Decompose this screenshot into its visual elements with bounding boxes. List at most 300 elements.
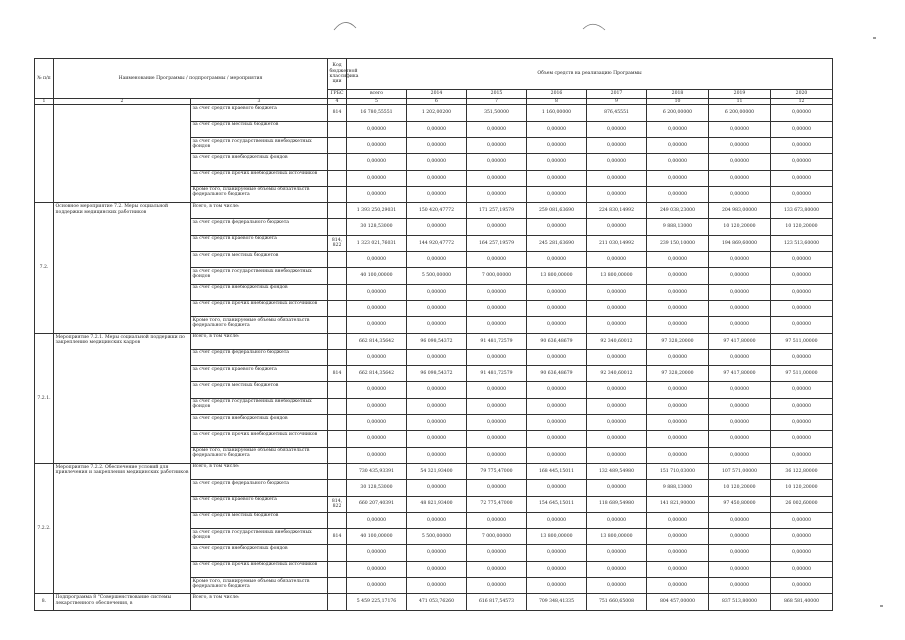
amount-cell: 245 281,63690 xyxy=(527,235,587,251)
amount-cell: 0,00000 xyxy=(467,252,527,268)
funding-source: Всего, в том числе: xyxy=(191,203,328,219)
amount-cell: 144 920,47772 xyxy=(407,235,467,251)
amount-cell: 90 636,48679 xyxy=(527,333,587,349)
grbs-code xyxy=(328,138,347,154)
amount-cell: 0,00000 xyxy=(771,512,833,528)
amount-cell: 0,00000 xyxy=(407,284,467,300)
amount-cell: 0,00000 xyxy=(587,578,647,594)
amount-cell: 0,00000 xyxy=(407,300,467,316)
amount-cell: 92 340,60012 xyxy=(587,333,647,349)
grbs-code: 814, 822 xyxy=(328,235,347,251)
amount-cell: 168 445,15011 xyxy=(527,463,587,479)
grbs-code xyxy=(328,431,347,447)
amount-cell: 0,00000 xyxy=(647,382,709,398)
amount-cell: 0,00000 xyxy=(467,447,527,463)
amount-cell: 0,00000 xyxy=(527,300,587,316)
amount-cell: 123 513,60000 xyxy=(771,235,833,251)
amount-cell: 0,00000 xyxy=(587,349,647,365)
amount-cell: 0,00000 xyxy=(347,121,407,137)
amount-cell: 0,00000 xyxy=(347,578,407,594)
col-index: 12 xyxy=(771,99,833,105)
grbs-code xyxy=(328,398,347,414)
amount-cell: 0,00000 xyxy=(647,170,709,186)
scan-dot xyxy=(873,37,876,39)
amount-cell: 0,00000 xyxy=(709,447,771,463)
funding-source: за счет средств внебюджетных фондов xyxy=(191,545,328,561)
funding-source: за счет средств прочих внебюджетных источников xyxy=(191,431,328,447)
grbs-code xyxy=(328,561,347,577)
amount-cell: 0,00000 xyxy=(347,284,407,300)
amount-cell: 0,00000 xyxy=(647,284,709,300)
amount-cell: 0,00000 xyxy=(467,154,527,170)
amount-cell: 239 150,10000 xyxy=(647,235,709,251)
col-index: 6 xyxy=(407,99,467,105)
amount-cell: 96 098,54372 xyxy=(407,333,467,349)
amount-cell: 0,00000 xyxy=(709,578,771,594)
amount-cell: 224 830,14992 xyxy=(587,203,647,219)
amount-cell: 0,00000 xyxy=(467,382,527,398)
table-row xyxy=(35,594,833,610)
row-number: 7.2. xyxy=(35,203,54,333)
amount-cell: 107 571,00000 xyxy=(709,463,771,479)
header-year: всего xyxy=(347,90,407,99)
col-index: 8 xyxy=(527,99,587,105)
amount-cell: 0,00000 xyxy=(647,431,709,447)
amount-cell: 0,00000 xyxy=(407,431,467,447)
header-year: 2016 xyxy=(527,90,587,99)
amount-cell: 97 328,20000 xyxy=(647,333,709,349)
grbs-code xyxy=(328,382,347,398)
table-row xyxy=(35,333,833,349)
table-row xyxy=(35,105,833,121)
amount-cell: 0,00000 xyxy=(587,138,647,154)
amount-cell: 0,00000 xyxy=(771,545,833,561)
amount-cell: 0,00000 xyxy=(587,154,647,170)
header-classification: Код бюджетной классифика ции xyxy=(328,59,347,90)
funding-source: за счет средств внебюджетных фондов xyxy=(191,154,328,170)
row-name xyxy=(54,105,191,203)
funding-source: за счет средств внебюджетных фондов xyxy=(191,284,328,300)
amount-cell: 96 098,54372 xyxy=(407,366,467,382)
amount-cell: 0,00000 xyxy=(771,561,833,577)
funding-source: за счет средств государственных внебюджетных фондов xyxy=(191,138,328,154)
funding-source: за счет средств местных бюджетов xyxy=(191,512,328,528)
amount-cell: 0,00000 xyxy=(407,186,467,202)
row-name: Основное мероприятие 7.2. Меры социальной поддержки медицинских работников xyxy=(54,203,191,333)
funding-source: за счет средств государственных внебюджетных фондов xyxy=(191,398,328,414)
amount-cell: 0,00000 xyxy=(467,138,527,154)
amount-cell: 0,00000 xyxy=(647,317,709,333)
col-index: 10 xyxy=(647,99,709,105)
amount-cell: 0,00000 xyxy=(587,186,647,202)
amount-cell: 0,00000 xyxy=(647,398,709,414)
amount-cell: 118 689,54980 xyxy=(587,496,647,512)
grbs-code xyxy=(328,317,347,333)
col-index: 11 xyxy=(709,99,771,105)
amount-cell: 97 511,00000 xyxy=(771,366,833,382)
amount-cell: 132 489,54980 xyxy=(587,463,647,479)
amount-cell: 0,00000 xyxy=(709,252,771,268)
amount-cell: 151 710,03000 xyxy=(647,463,709,479)
amount-cell: 804 457,00000 xyxy=(647,594,709,610)
amount-cell: 0,00000 xyxy=(709,349,771,365)
scan-mark-right xyxy=(581,18,607,32)
grbs-code xyxy=(328,154,347,170)
amount-cell: 1 202,00200 xyxy=(407,105,467,121)
amount-cell: 30 128,53000 xyxy=(347,480,407,496)
scan-dot xyxy=(880,605,883,607)
amount-cell: 40 100,00000 xyxy=(347,529,407,545)
grbs-code xyxy=(328,578,347,594)
amount-cell: 0,00000 xyxy=(709,561,771,577)
amount-cell: 0,00000 xyxy=(467,121,527,137)
amount-cell: 0,00000 xyxy=(709,284,771,300)
grbs-code: 814, 822 xyxy=(328,496,347,512)
amount-cell: 0,00000 xyxy=(771,431,833,447)
header-grbs: ГРБС xyxy=(328,90,347,99)
amount-cell: 0,00000 xyxy=(347,512,407,528)
amount-cell: 0,00000 xyxy=(709,545,771,561)
amount-cell: 0,00000 xyxy=(407,578,467,594)
amount-cell: 0,00000 xyxy=(467,578,527,594)
amount-cell: 0,00000 xyxy=(407,170,467,186)
col-index: 9 xyxy=(587,99,647,105)
amount-cell: 48 821,93400 xyxy=(407,496,467,512)
amount-cell: 13 800,00000 xyxy=(527,529,587,545)
amount-cell: 0,00000 xyxy=(709,300,771,316)
amount-cell: 0,00000 xyxy=(527,170,587,186)
col-index: 7 xyxy=(467,99,527,105)
amount-cell: 0,00000 xyxy=(587,415,647,431)
amount-cell: 0,00000 xyxy=(587,561,647,577)
amount-cell: 0,00000 xyxy=(407,398,467,414)
amount-cell: 0,00000 xyxy=(587,398,647,414)
grbs-code xyxy=(328,186,347,202)
amount-cell: 0,00000 xyxy=(647,138,709,154)
amount-cell: 7 000,00000 xyxy=(467,268,527,284)
amount-cell: 0,00000 xyxy=(407,415,467,431)
amount-cell: 0,00000 xyxy=(467,545,527,561)
row-name: Мероприятие 7.2.2. Обеспечение условий для привлечения и закрепления медицинских работников xyxy=(54,463,191,593)
col-index: 3 xyxy=(191,99,328,105)
amount-cell: 0,00000 xyxy=(467,398,527,414)
amount-cell: 0,00000 xyxy=(709,382,771,398)
amount-cell: 471 053,76260 xyxy=(407,594,467,610)
amount-cell: 0,00000 xyxy=(647,268,709,284)
amount-cell: 40 100,00000 xyxy=(347,268,407,284)
grbs-code xyxy=(328,121,347,137)
col-index: 1 xyxy=(35,99,54,105)
amount-cell: 0,00000 xyxy=(347,431,407,447)
amount-cell: 204 983,00000 xyxy=(709,203,771,219)
amount-cell: 0,00000 xyxy=(527,545,587,561)
amount-cell: 0,00000 xyxy=(771,138,833,154)
amount-cell: 91 481,72579 xyxy=(467,366,527,382)
amount-cell: 0,00000 xyxy=(527,512,587,528)
amount-cell: 1 160,00000 xyxy=(527,105,587,121)
grbs-code xyxy=(328,203,347,219)
amount-cell: 0,00000 xyxy=(771,154,833,170)
funding-source: за счет средств прочих внебюджетных источников xyxy=(191,561,328,577)
amount-cell: 0,00000 xyxy=(467,512,527,528)
amount-cell: 92 340,60012 xyxy=(587,366,647,382)
col-index: 4 xyxy=(328,99,347,105)
amount-cell: 0,00000 xyxy=(407,349,467,365)
amount-cell: 0,00000 xyxy=(527,431,587,447)
amount-cell: 0,00000 xyxy=(347,154,407,170)
amount-cell: 0,00000 xyxy=(347,186,407,202)
program-budget-table xyxy=(34,58,833,611)
amount-cell: 876,45551 xyxy=(587,105,647,121)
amount-cell: 0,00000 xyxy=(647,561,709,577)
amount-cell: 0,00000 xyxy=(407,219,467,235)
amount-cell: 0,00000 xyxy=(467,415,527,431)
amount-cell: 5 459 225,17176 xyxy=(347,594,407,610)
amount-cell: 0,00000 xyxy=(771,170,833,186)
grbs-code xyxy=(328,480,347,496)
amount-cell: 0,00000 xyxy=(709,121,771,137)
amount-cell: 0,00000 xyxy=(407,447,467,463)
amount-cell: 0,00000 xyxy=(647,447,709,463)
amount-cell: 259 081,63690 xyxy=(527,203,587,219)
amount-cell: 10 120,20000 xyxy=(771,480,833,496)
grbs-code xyxy=(328,284,347,300)
amount-cell: 0,00000 xyxy=(347,138,407,154)
funding-source: Всего, в том числе: xyxy=(191,463,328,479)
amount-cell: 0,00000 xyxy=(587,480,647,496)
amount-cell: 0,00000 xyxy=(709,154,771,170)
amount-cell: 194 869,60000 xyxy=(709,235,771,251)
amount-cell: 0,00000 xyxy=(347,349,407,365)
amount-cell: 0,00000 xyxy=(527,284,587,300)
amount-cell: 0,00000 xyxy=(347,415,407,431)
amount-cell: 0,00000 xyxy=(709,170,771,186)
row-number: 7.2.1. xyxy=(35,333,54,463)
amount-cell: 0,00000 xyxy=(407,480,467,496)
amount-cell: 0,00000 xyxy=(771,121,833,137)
table-row xyxy=(35,203,833,219)
amount-cell: 0,00000 xyxy=(407,154,467,170)
funding-source: за счет средств государственных внебюджетных фондов xyxy=(191,268,328,284)
amount-cell: 26 002,60000 xyxy=(771,496,833,512)
amount-cell: 249 038,23000 xyxy=(647,203,709,219)
amount-cell: 0,00000 xyxy=(647,512,709,528)
grbs-code xyxy=(328,594,347,610)
amount-cell: 9 888,13000 xyxy=(647,219,709,235)
grbs-code: 814 xyxy=(328,366,347,382)
amount-cell: 0,00000 xyxy=(771,300,833,316)
amount-cell: 97 511,00000 xyxy=(771,333,833,349)
header-volume: Объем средств на реализацию Программы xyxy=(347,59,833,90)
amount-cell: 0,00000 xyxy=(709,138,771,154)
amount-cell: 0,00000 xyxy=(587,300,647,316)
amount-cell: 0,00000 xyxy=(771,398,833,414)
amount-cell: 0,00000 xyxy=(709,431,771,447)
amount-cell: 0,00000 xyxy=(407,138,467,154)
header-year: 2020 xyxy=(771,90,833,99)
amount-cell: 616 817,54573 xyxy=(467,594,527,610)
row-name: Подпрограмма 8 "Совершенствование системы лекарственного обеспечения, в xyxy=(54,594,191,610)
amount-cell: 72 775,47000 xyxy=(467,496,527,512)
amount-cell: 0,00000 xyxy=(527,447,587,463)
amount-cell: 10 120,20000 xyxy=(709,480,771,496)
amount-cell: 30 128,53000 xyxy=(347,219,407,235)
amount-cell: 0,00000 xyxy=(527,219,587,235)
amount-cell: 0,00000 xyxy=(587,317,647,333)
funding-source: Кроме того, планируемые объемы обязательств федерального бюджета xyxy=(191,186,328,202)
amount-cell: 0,00000 xyxy=(527,317,587,333)
grbs-code xyxy=(328,349,347,365)
amount-cell: 0,00000 xyxy=(771,382,833,398)
amount-cell: 6 200,00000 xyxy=(709,105,771,121)
amount-cell: 868 581,40000 xyxy=(771,594,833,610)
amount-cell: 0,00000 xyxy=(771,252,833,268)
amount-cell: 0,00000 xyxy=(587,545,647,561)
amount-cell: 0,00000 xyxy=(647,121,709,137)
amount-cell: 0,00000 xyxy=(347,561,407,577)
amount-cell: 0,00000 xyxy=(527,415,587,431)
amount-cell: 662 814,35642 xyxy=(347,333,407,349)
grbs-code xyxy=(328,268,347,284)
header-year: 2014 xyxy=(407,90,467,99)
amount-cell: 0,00000 xyxy=(647,529,709,545)
amount-cell: 0,00000 xyxy=(647,154,709,170)
amount-cell: 0,00000 xyxy=(467,284,527,300)
funding-source: за счет средств прочих внебюджетных источников xyxy=(191,300,328,316)
header-name: Наименование Программы / подпрограммы / мероприятия xyxy=(54,59,328,99)
header-year: 2019 xyxy=(709,90,771,99)
scan-mark-left xyxy=(332,18,358,32)
amount-cell: 0,00000 xyxy=(347,398,407,414)
amount-cell: 211 030,14992 xyxy=(587,235,647,251)
amount-cell: 141 821,90000 xyxy=(647,496,709,512)
amount-cell: 709 348,41335 xyxy=(527,594,587,610)
amount-cell: 660 207,40391 xyxy=(347,496,407,512)
amount-cell: 0,00000 xyxy=(587,121,647,137)
funding-source: за счет средств федерального бюджета xyxy=(191,219,328,235)
amount-cell: 10 120,20000 xyxy=(771,219,833,235)
amount-cell: 36 122,80000 xyxy=(771,463,833,479)
amount-cell: 0,00000 xyxy=(347,545,407,561)
amount-cell: 164 257,19579 xyxy=(467,235,527,251)
amount-cell: 90 636,48679 xyxy=(527,366,587,382)
amount-cell: 0,00000 xyxy=(407,121,467,137)
amount-cell: 0,00000 xyxy=(771,447,833,463)
amount-cell: 16 780,55551 xyxy=(347,105,407,121)
funding-source: за счет средств краевого бюджета xyxy=(191,496,328,512)
amount-cell: 0,00000 xyxy=(407,512,467,528)
amount-cell: 1 393 250,29031 xyxy=(347,203,407,219)
amount-cell: 97 417,80000 xyxy=(709,333,771,349)
amount-cell: 662 814,35642 xyxy=(347,366,407,382)
header-no: № п/п xyxy=(35,59,54,99)
amount-cell: 13 800,00000 xyxy=(587,268,647,284)
amount-cell: 0,00000 xyxy=(647,578,709,594)
amount-cell: 54 321,93400 xyxy=(407,463,467,479)
amount-cell: 0,00000 xyxy=(771,349,833,365)
funding-source: за счет средств местных бюджетов xyxy=(191,252,328,268)
amount-cell: 0,00000 xyxy=(467,431,527,447)
row-name: Мероприятие 7.2.1. Меры социальной поддержки по закреплению медицинских кадров xyxy=(54,333,191,463)
amount-cell: 0,00000 xyxy=(771,415,833,431)
amount-cell: 0,00000 xyxy=(467,219,527,235)
row-number: 7.2.2. xyxy=(35,463,54,593)
header-year: 2018 xyxy=(647,90,709,99)
amount-cell: 150 420,47772 xyxy=(407,203,467,219)
amount-cell: 0,00000 xyxy=(347,447,407,463)
amount-cell: 0,00000 xyxy=(647,186,709,202)
header-year: 2017 xyxy=(587,90,647,99)
amount-cell: 0,00000 xyxy=(587,447,647,463)
grbs-code xyxy=(328,252,347,268)
amount-cell: 351,50000 xyxy=(467,105,527,121)
grbs-code xyxy=(328,545,347,561)
amount-cell: 0,00000 xyxy=(467,186,527,202)
amount-cell: 154 645,15011 xyxy=(527,496,587,512)
amount-cell: 1 323 021,76031 xyxy=(347,235,407,251)
funding-source: за счет средств краевого бюджета xyxy=(191,235,328,251)
funding-source: Кроме того, планируемые объемы обязательств федерального бюджета xyxy=(191,317,328,333)
amount-cell: 0,00000 xyxy=(587,170,647,186)
amount-cell: 97 328,20000 xyxy=(647,366,709,382)
amount-cell: 0,00000 xyxy=(647,415,709,431)
amount-cell: 0,00000 xyxy=(527,382,587,398)
amount-cell: 0,00000 xyxy=(709,317,771,333)
grbs-code xyxy=(328,415,347,431)
amount-cell: 0,00000 xyxy=(347,252,407,268)
amount-cell: 0,00000 xyxy=(527,480,587,496)
amount-cell: 0,00000 xyxy=(771,186,833,202)
amount-cell: 0,00000 xyxy=(587,252,647,268)
amount-cell: 0,00000 xyxy=(347,170,407,186)
amount-cell: 133 673,80000 xyxy=(771,203,833,219)
amount-cell: 0,00000 xyxy=(407,382,467,398)
amount-cell: 0,00000 xyxy=(771,284,833,300)
amount-cell: 0,00000 xyxy=(407,561,467,577)
amount-cell: 0,00000 xyxy=(467,170,527,186)
amount-cell: 0,00000 xyxy=(771,317,833,333)
amount-cell: 0,00000 xyxy=(771,529,833,545)
amount-cell: 97 450,80000 xyxy=(709,496,771,512)
grbs-code xyxy=(328,447,347,463)
amount-cell: 0,00000 xyxy=(347,382,407,398)
grbs-code xyxy=(328,219,347,235)
amount-cell: 0,00000 xyxy=(407,545,467,561)
amount-cell: 0,00000 xyxy=(709,512,771,528)
amount-cell: 0,00000 xyxy=(527,121,587,137)
funding-source: за счет средств местных бюджетов xyxy=(191,121,328,137)
amount-cell: 0,00000 xyxy=(347,317,407,333)
table-row xyxy=(35,463,833,479)
amount-cell: 0,00000 xyxy=(407,317,467,333)
amount-cell: 837 513,80000 xyxy=(709,594,771,610)
amount-cell: 0,00000 xyxy=(587,284,647,300)
amount-cell: 0,00000 xyxy=(771,268,833,284)
col-index: 2 xyxy=(54,99,191,105)
funding-source: Кроме того, планируемые объемы обязательств федерального бюджета xyxy=(191,578,328,594)
amount-cell: 0,00000 xyxy=(587,431,647,447)
grbs-code: 814 xyxy=(328,105,347,121)
amount-cell: 0,00000 xyxy=(647,545,709,561)
funding-source: за счет средств федерального бюджета xyxy=(191,349,328,365)
grbs-code: 814 xyxy=(328,529,347,545)
funding-source: за счет средств местных бюджетов xyxy=(191,382,328,398)
funding-source: Кроме того, планируемые объемы обязательств федерального бюджета xyxy=(191,447,328,463)
amount-cell: 0,00000 xyxy=(771,578,833,594)
amount-cell: 7 000,00000 xyxy=(467,529,527,545)
grbs-code xyxy=(328,512,347,528)
amount-cell: 0,00000 xyxy=(587,382,647,398)
